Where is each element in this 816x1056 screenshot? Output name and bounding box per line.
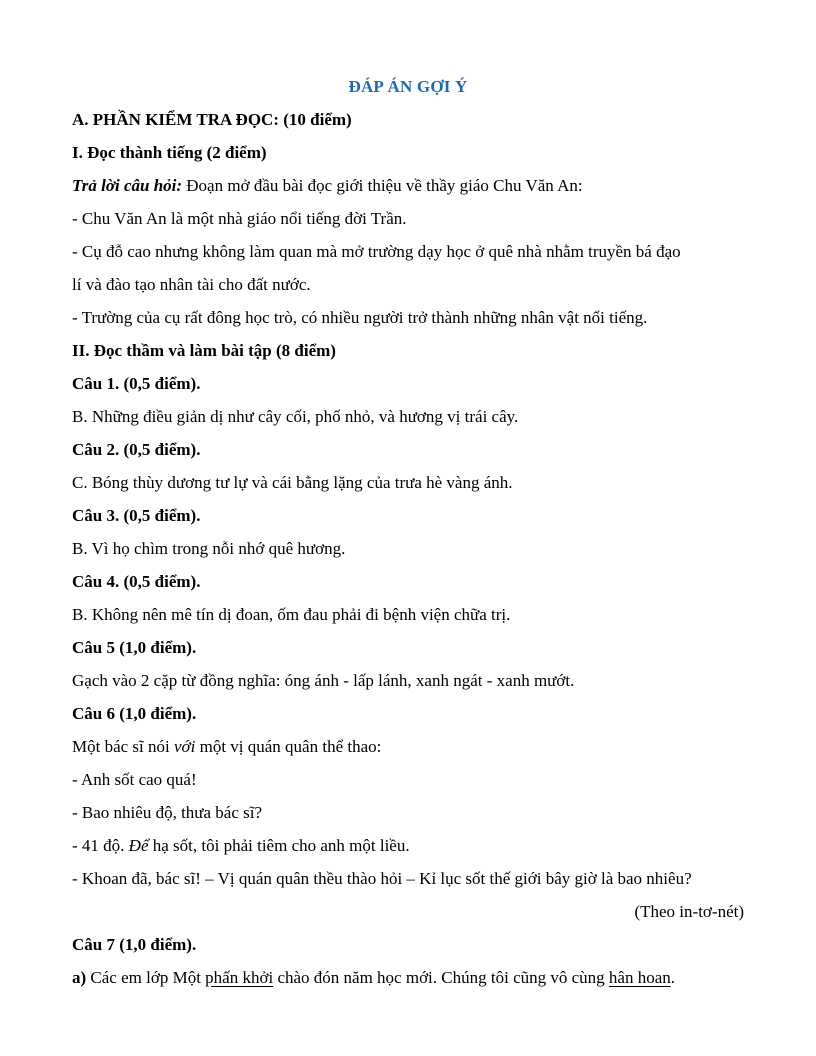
- document-body: [72, 103, 744, 994]
- answer-cau-7a: [72, 961, 744, 994]
- text-run: Các em lớp Một: [86, 968, 206, 987]
- text-run: một vị quán quân thể thao:: [195, 737, 382, 756]
- para-li-va-dao-tao: [72, 268, 744, 301]
- heading-cau-1: [72, 367, 744, 400]
- bullet-truong-cua-cu: [72, 301, 744, 334]
- text-run: Câu 7 (1,0 điểm).: [72, 935, 197, 954]
- text-run: lí và đào tạo nhân tài cho đất nước.: [72, 275, 311, 294]
- text-run: Đoạn mở đầu bài đọc giới thiệu về thầy giáo Chu Văn An:: [182, 176, 583, 195]
- text-run: - Trường của cụ rất đông học trò, có nhiều người trở thành những nhân vật nổi tiếng.: [72, 308, 648, 327]
- text-run: chào đón năm học mới. Chúng tôi cũng vô cùng: [273, 968, 609, 987]
- text-run: B. Không nên mê tín dị đoan, ốm đau phải đi bệnh viện chữa trị.: [72, 605, 511, 624]
- text-run: hạ sốt, tôi phải tiêm cho anh một liều.: [148, 836, 410, 855]
- heading-cau-2: [72, 433, 744, 466]
- answer-cau-6-intro: [72, 730, 744, 763]
- text-run: Câu 1. (0,5 điểm).: [72, 374, 201, 393]
- dialogue-line-3: [72, 829, 744, 862]
- text-run: với: [174, 737, 196, 756]
- source-attribution: [72, 895, 744, 928]
- answer-cau-4: [72, 598, 744, 631]
- heading-cau-4: [72, 565, 744, 598]
- bullet-chu-van-an: [72, 202, 744, 235]
- text-run: A. PHẦN KIỂM TRA ĐỌC: (10 điểm): [72, 110, 352, 129]
- text-run: (Theo in-tơ-nét): [634, 902, 744, 921]
- heading-cau-3: [72, 499, 744, 532]
- dialogue-line-2: [72, 796, 744, 829]
- dialogue-line-4: [72, 862, 744, 895]
- text-run: B. Vì họ chìm trong nỗi nhớ quê hương.: [72, 539, 346, 558]
- heading-cau-6: [72, 697, 744, 730]
- heading-cau-5: [72, 631, 744, 664]
- text-run: - Khoan đã, bác sĩ! – Vị quán quân thều thào hỏi – Kỉ lục sốt thế giới bây giờ là bao nhiêu?: [72, 869, 692, 888]
- answer-cau-2: [72, 466, 744, 499]
- text-run: Gạch vào 2 cặp từ đồng nghĩa: óng ánh - lấp lánh, xanh ngát - xanh mướt.: [72, 671, 575, 690]
- dialogue-line-1: [72, 763, 744, 796]
- text-run: Trả lời câu hỏi:: [72, 176, 183, 195]
- text-run: Câu 6 (1,0 điểm).: [72, 704, 197, 723]
- text-run: phấn khởi: [205, 968, 274, 987]
- answer-cau-5: [72, 664, 744, 697]
- text-run: - Bao nhiêu độ, thưa bác sĩ?: [72, 803, 263, 822]
- heading-section-i: [72, 136, 744, 169]
- para-tra-loi-cau-hoi: [72, 169, 744, 202]
- text-run: - Chu Văn An là một nhà giáo nổi tiếng đời Trần.: [72, 209, 407, 228]
- text-run: Một bác sĩ nói: [72, 737, 174, 756]
- text-run: - Cụ đỗ cao nhưng không làm quan mà mở trường dạy học ở quê nhà nhằm truyền bá đạo: [72, 242, 681, 261]
- heading-section-ii: [72, 334, 744, 367]
- text-run: - 41 độ.: [72, 836, 129, 855]
- text-run: Câu 5 (1,0 điểm).: [72, 638, 197, 657]
- bullet-cu-do-cao: [72, 235, 744, 268]
- text-run: C. Bóng thùy dương tư lự và cái bằng lặng của trưa hè vàng ánh.: [72, 473, 513, 492]
- text-run: a): [72, 968, 87, 987]
- answer-cau-3: [72, 532, 744, 565]
- text-run: - Anh sốt cao quá!: [72, 770, 197, 789]
- heading-part-a: [72, 103, 744, 136]
- answer-cau-1: [72, 400, 744, 433]
- text-run: II. Đọc thầm và làm bài tập (8 điểm): [72, 341, 336, 360]
- text-run: .: [670, 968, 675, 987]
- text-run: Câu 2. (0,5 điểm).: [72, 440, 201, 459]
- text-run: B. Những điều giản dị như cây cối, phố nhỏ, và hương vị trái cây.: [72, 407, 519, 426]
- heading-cau-7: [72, 928, 744, 961]
- text-run: Để: [128, 836, 149, 855]
- text-run: hân hoan: [608, 968, 671, 987]
- page-title: ĐÁP ÁN GỢI Ý: [348, 77, 468, 96]
- text-run: Câu 3. (0,5 điểm).: [72, 506, 201, 525]
- text-run: Câu 4. (0,5 điểm).: [72, 572, 201, 591]
- text-run: I. Đọc thành tiếng (2 điểm): [72, 143, 267, 162]
